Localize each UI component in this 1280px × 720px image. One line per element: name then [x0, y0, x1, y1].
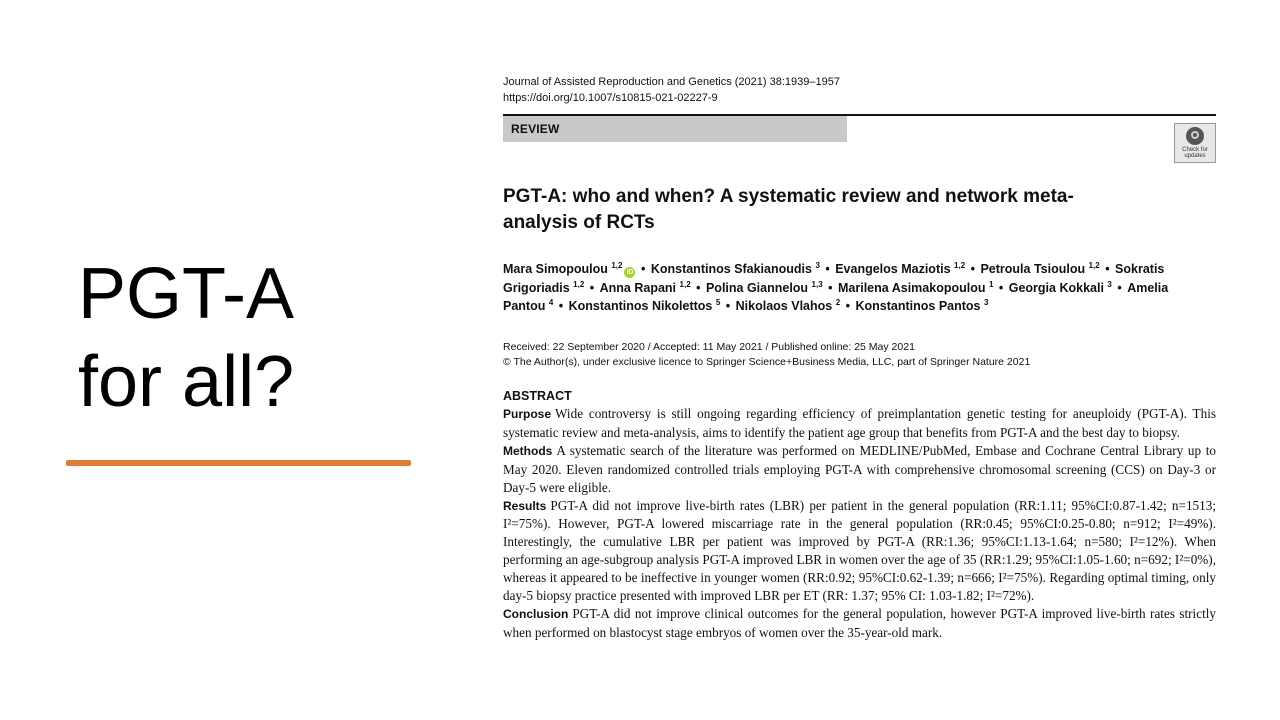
abstract-results	[503, 497, 1216, 605]
author-affiliation: 1,2	[611, 261, 623, 270]
author-name: Mara Simopoulou	[503, 262, 608, 276]
author-name: Sokratis Grigoriadis	[503, 262, 1165, 295]
slide-title-line-1: PGT-A	[78, 254, 295, 334]
author-separator: •	[821, 262, 834, 276]
author-separator: •	[692, 280, 704, 295]
author-name: Konstantinos Pantos	[855, 299, 981, 313]
author-name: Amelia Pantou	[503, 280, 1169, 313]
author-affiliation: 1,2	[573, 279, 585, 289]
author-separator: •	[995, 280, 1007, 295]
author[interactable]	[736, 299, 841, 313]
abstract-purpose	[503, 405, 1216, 442]
doi-link[interactable]: https://doi.org/10.1007/s10815-021-02227-9	[503, 92, 718, 104]
crossmark-badge[interactable]	[1174, 123, 1216, 163]
author-name: Georgia Kokkali	[1008, 280, 1104, 295]
author-name: Konstantinos Nikolettos	[568, 299, 713, 313]
journal-citation: Journal of Assisted Reproduction and Genetics (2021) 38:1939–1957	[503, 76, 840, 88]
author[interactable]	[1009, 281, 1112, 295]
orcid-icon[interactable]: iD	[626, 269, 634, 276]
methods-text: A systematic search of the literature was performed on MEDLINE/PubMed, Embase and Cochrane Central Library up to May 2020. Eleven randomized controlled trials employing PGT-A with comprehensive chromosomal screening (CCS) on Day-3 or Day-5 were eligible.	[503, 442, 1216, 495]
conclusion-text: PGT-A did not improve clinical outcomes for the general population, however PGT-A improved live-birth rates strictly when performed on blastocyst stage embryos of women over the 35-year-old mark.	[503, 605, 1216, 640]
crossmark-label: Check for updates	[1182, 147, 1208, 159]
dates-line: Received: 22 September 2020 / Accepted: 11 May 2021 / Published online: 25 May 2021	[503, 341, 915, 353]
author[interactable]	[569, 299, 721, 313]
author-separator: •	[824, 280, 836, 295]
author-name: Polina Giannelou	[705, 280, 809, 295]
author-affiliation: 1,2	[679, 279, 691, 289]
author-separator: •	[586, 280, 598, 295]
methods-label: Methods	[503, 443, 553, 458]
author-separator: •	[637, 262, 649, 276]
author[interactable]	[980, 262, 1099, 276]
copyright-line: © The Author(s), under exclusive licence to Springer Science+Business Media, LLC, part of Springer Nature 2021	[503, 356, 1031, 368]
crossmark-icon	[1186, 127, 1204, 145]
abstract-heading: ABSTRACT	[503, 389, 572, 403]
abstract	[503, 387, 1216, 642]
author[interactable]	[855, 299, 988, 313]
purpose-label: Purpose	[503, 407, 552, 421]
article-type-bar: REVIEW	[503, 116, 847, 142]
author-name: Konstantinos Sfakianoudis	[650, 262, 812, 276]
author-affiliation: 2	[835, 298, 841, 307]
author-name: Marilena Asimakopoulou	[838, 280, 986, 295]
author-separator: •	[555, 299, 567, 313]
author-affiliation: 5	[715, 298, 721, 307]
author-affiliation: 3	[983, 298, 989, 307]
author-list	[503, 260, 1216, 316]
author-affiliation: 1	[988, 279, 994, 289]
author[interactable]	[706, 281, 823, 295]
title-accent-rule	[66, 460, 411, 466]
author-name: Evangelos Maziotis	[835, 262, 951, 276]
paper-title: PGT-A: who and when? A systematic review and network meta-analysis of RCTs	[503, 186, 1074, 233]
author-separator: •	[967, 262, 979, 276]
abstract-methods	[503, 442, 1216, 497]
slide-title	[78, 250, 408, 426]
author-affiliation: 1,3	[811, 279, 823, 289]
results-text: PGT-A did not improve live-birth rates (LBR) per patient in the general population (RR:1.11; 95%CI:0.87-1.42; n=1513; I²=75%). However, PGT-A lowered miscarriage rate in the general population (RR:0.45; 95%CI:0.25-0.80; n=912; I²=49%). Interestingly, the cumulative LBR per patient was improved by PGT-A (RR:1.36; 95%CI:1.13-1.64; n=580; I²=12%). When performing an age-subgroup analysis PGT-A improved LBR in women over the age of 35 (RR:1.29; 95%CI:1.05-1.60; n=692; I²=0%), whereas it appeared to be ineffective in younger women (RR:0.92; 95%CI:0.62-1.39; n=666; I²=75%). Regarding optimal timing, only day-5 biopsy practice presented with improved LBR per ET (RR: 1.37; 95% CI: 1.03-1.82; I²=72%).	[503, 497, 1216, 604]
author-affiliation: 1,2	[954, 261, 966, 270]
author[interactable]	[835, 262, 965, 276]
author-separator: •	[842, 299, 854, 313]
abstract-conclusion	[503, 605, 1216, 642]
conclusion-label: Conclusion	[503, 606, 569, 621]
paper-excerpt	[503, 74, 1216, 640]
author-separator: •	[1101, 262, 1114, 276]
author-name: Anna Rapani	[599, 280, 677, 295]
author-name: Nikolaos Vlahos	[735, 299, 833, 313]
author-affiliation: 3	[815, 261, 820, 270]
slide-title-line-2: for all?	[78, 342, 295, 422]
author-affiliation: 4	[548, 298, 554, 307]
author-separator: •	[1113, 280, 1126, 295]
author-name: Petroula Tsioulou	[980, 262, 1086, 276]
author[interactable]	[600, 281, 691, 295]
author-affiliation: 1,2	[1088, 261, 1100, 270]
author[interactable]	[651, 262, 820, 276]
author-separator: •	[722, 299, 734, 313]
author[interactable]	[838, 281, 993, 295]
results-label: Results	[503, 498, 547, 513]
purpose-text: Wide controversy is still ongoing regarding efficiency of preimplantation genetic testing for aneuploidy (PGT-A). This systematic review and meta-analysis, aims to identify the patient age group that benefits from PGT-A and the best day to biopsy.	[503, 406, 1216, 440]
author[interactable]	[503, 262, 635, 276]
author-affiliation: 3	[1107, 279, 1112, 289]
publication-dates	[503, 340, 1216, 370]
